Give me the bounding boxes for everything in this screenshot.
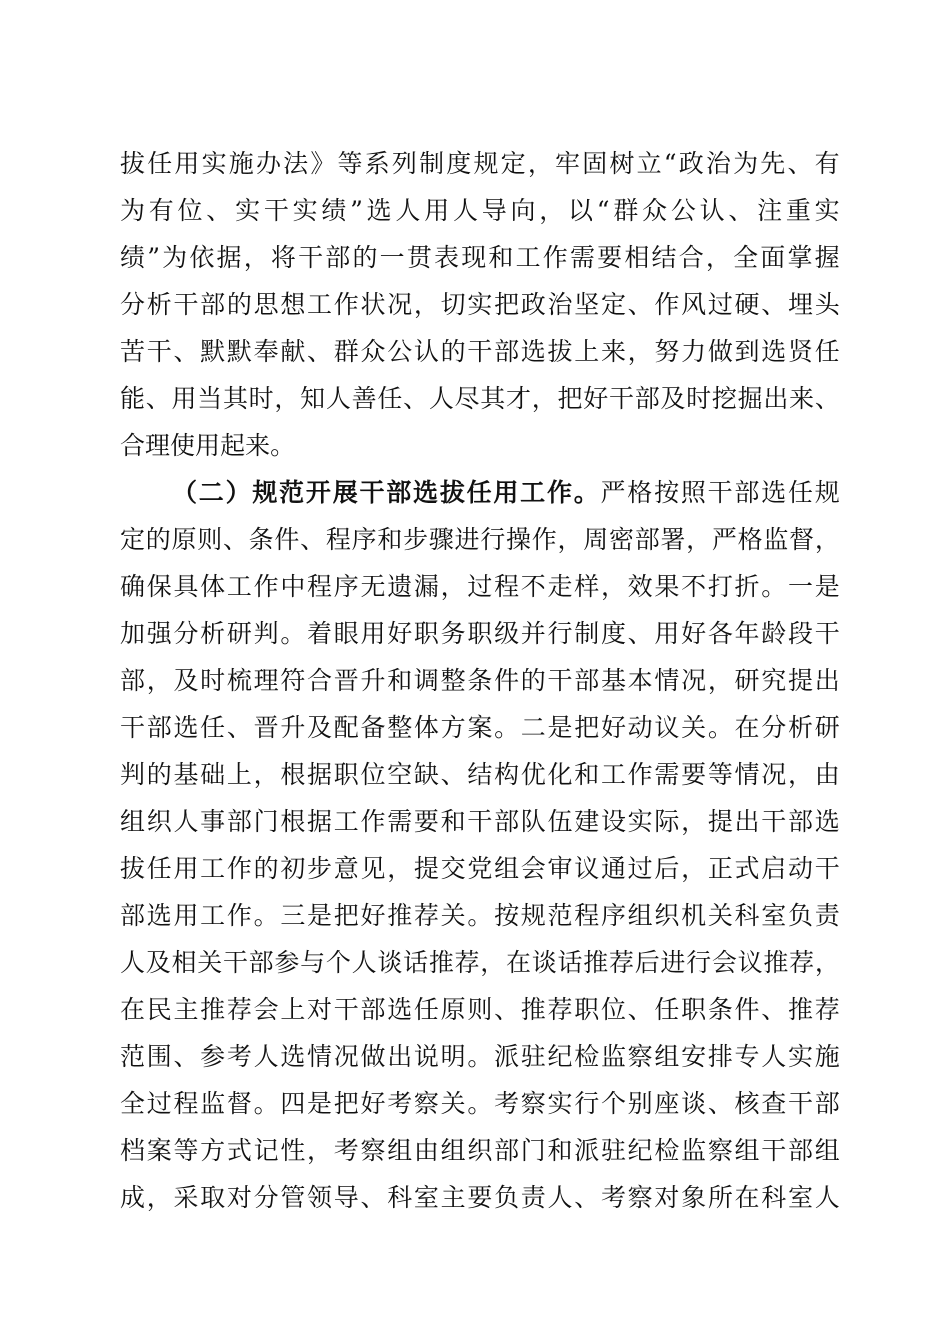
text-line: 成 ， 采 取 对 分 管 领 导 、 科 室 主 要 负 责 人 、 考 察 对 象 所 在 科 室 人 (120, 1183, 840, 1212)
text-line: 定 的 原 则 、 条 件 、 程 序 和 步 骤 进 行 操 作 ， 周 密 部 署 ， 严 格 监 督 ， (120, 525, 840, 554)
text-line: 全 过 程 监 督 。 四 是 把 好 考 察 关 。 考 察 实 行 个 别 座 谈 、 核 查 干 部 (120, 1089, 840, 1118)
text-line: 组 织 人 事 部 门 根 据 工 作 需 要 和 干 部 队 伍 建 设 实 际 ， 提 出 干 部 选 (120, 807, 840, 836)
body-text (120, 140, 840, 1221)
text-line: 加 强 分 析 研 判 。 着 眼 用 好 职 务 职 级 并 行 制 度 、 用 好 各 年 龄 段 干 (120, 619, 840, 648)
text-line: 在 民 主 推 荐 会 上 对 干 部 选 任 原 则 、 推 荐 职 位 、 任 职 条 件 、 推 荐 (120, 995, 840, 1024)
text-line: 拔 任 用 工 作 的 初 步 意 见 ， 提 交 党 组 会 审 议 通 过 后 ， 正 式 启 动 干 (120, 854, 840, 883)
text-line: 部 ， 及 时 梳 理 符 合 晋 升 和 调 整 条 件 的 干 部 基 本 情 况 ， 研 究 提 出 (120, 666, 840, 695)
text-line: 判 的 基 础 上 ， 根 据 职 位 空 缺 、 结 构 优 化 和 工 作 需 要 等 情 况 ， 由 (120, 760, 840, 789)
text-line: （ 二 ） 规 范 开 展 干 部 选 拔 任 用 工 作 。 严 格 按 照 干 部 选 任 规 (172, 478, 840, 507)
text-line: 确 保 具 体 工 作 中 程 序 无 遗 漏 ， 过 程 不 走 样 ， 效 果 不 打 折 。 一 是 (120, 572, 840, 601)
text-line: 档 案 等 方 式 记 性 ， 考 察 组 由 组 织 部 门 和 派 驻 纪 检 监 察 组 干 部 组 (120, 1136, 840, 1165)
text-line: 人 及 相 关 干 部 参 与 个 人 谈 话 推 荐 ， 在 谈 话 推 荐 后 进 行 会 议 推 荐 ， (120, 948, 840, 977)
text-line: 拔 任 用 实 施 办 法 》 等 系 列 制 度 规 定 ， 牢 固 树 立 “ 政 治 为 先 、 有 (120, 149, 840, 178)
text-line: 能 、 用 当 其 时 ， 知 人 善 任 、 人 尽 其 才 ， 把 好 干 部 及 时 挖 掘 出 来 、 (120, 384, 840, 413)
text-line: 干 部 选 任 、 晋 升 及 配 备 整 体 方 案 。 二 是 把 好 动 议 关 。 在 分 析 研 (120, 713, 840, 742)
text-line: 分 析 干 部 的 思 想 工 作 状 况 ， 切 实 把 政 治 坚 定 、 作 风 过 硬 、 埋 头 (120, 290, 840, 319)
text-line: 为 有 位 、 实 干 实 绩 ” 选 人 用 人 导 向 ， 以 “ 群 众 公 认 、 注 重 实 (120, 196, 840, 225)
text-line: 合 理 使 用 起 来 。 (120, 431, 296, 460)
text-line: 部 选 用 工 作 。 三 是 把 好 推 荐 关 。 按 规 范 程 序 组 织 机 关 科 室 负 责 (120, 901, 840, 930)
text-line: 绩 ” 为 依 据 ， 将 干 部 的 一 贯 表 现 和 工 作 需 要 相 结 合 ， 全 面 掌 握 (120, 243, 840, 272)
text-line: 苦 干 、 默 默 奉 献 、 群 众 公 认 的 干 部 选 拔 上 来 ， 努 力 做 到 选 贤 任 (120, 337, 840, 366)
text-line: 范 围 、 参 考 人 选 情 况 做 出 说 明 。 派 驻 纪 检 监 察 组 安 排 专 人 实 施 (120, 1042, 840, 1071)
